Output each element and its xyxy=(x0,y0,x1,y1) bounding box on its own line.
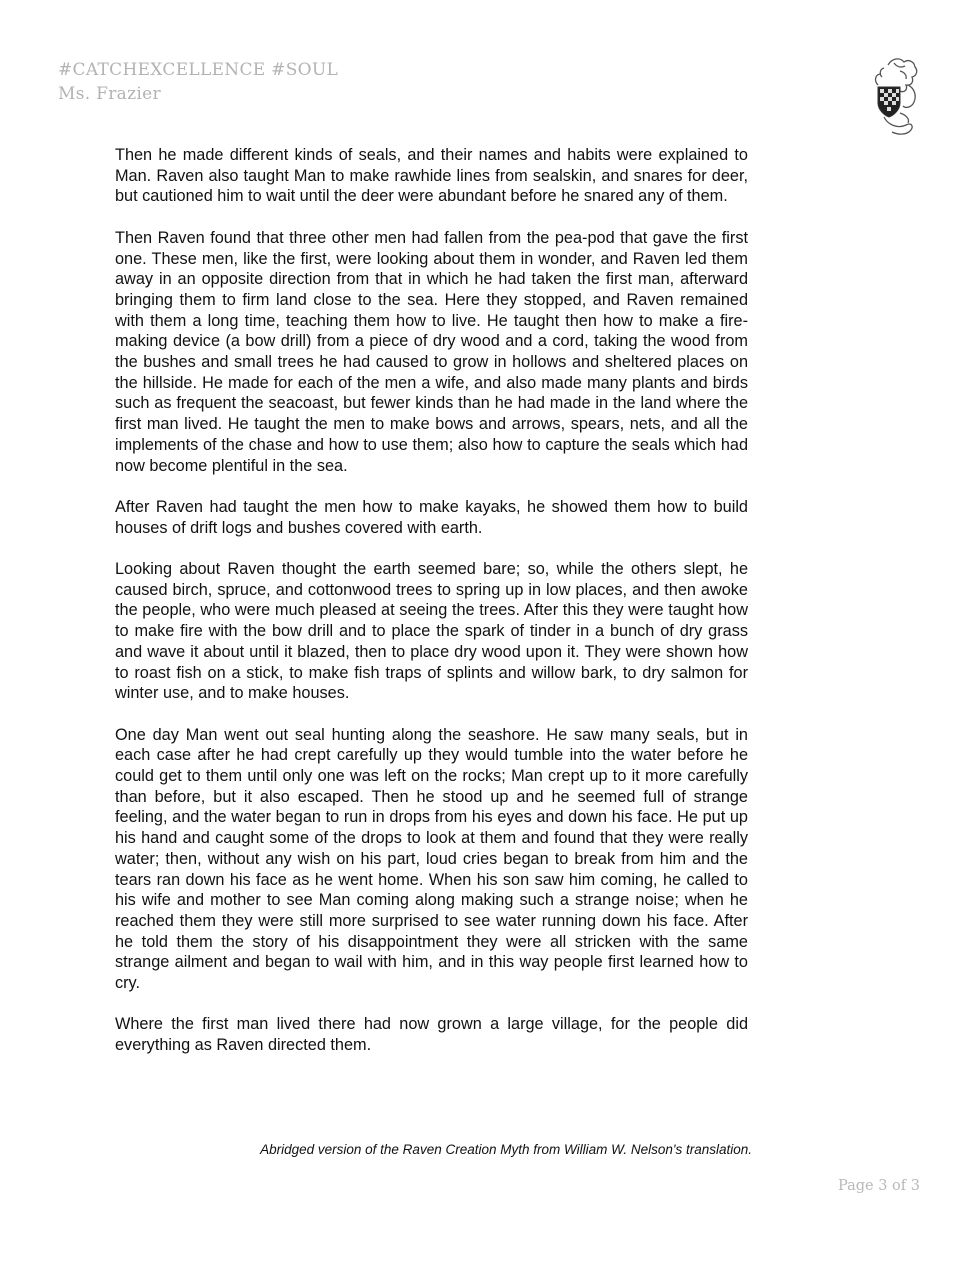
paragraph-village: Where the first man lived there had now grown a large village, for the people did everything as Raven directed them. xyxy=(115,1015,748,1055)
header-hashtags: #CATCHEXCELLENCE #SOUL xyxy=(58,60,339,80)
heraldic-crest-icon xyxy=(870,55,924,139)
paragraph-trees: Looking about Raven thought the earth seemed bare; so, while the others slept, he caused birch, spruce, and cottonwood trees to spring up in low places, and then awoke the people, who were much pleased at seeing the trees. After this they were taught how to make fire with the bow drill and to place the spark of tinder in a bunch of dry grass and wave it about until it blazed, then to place dry wood upon it. They were shown how to roast fish on a stick, to make fish traps of splints and willow bark, to dry salmon for winter use, and to make houses. xyxy=(115,560,748,703)
paragraph-three-men: Then Raven found that three other men had fallen from the pea-pod that gave the first one. These men, like the first, were looking about them in wonder, and Raven led them away in an opposite direction from that in which he had taken the first man, afterward bringing them to firm land close to the sea. Here they stopped, and Raven remained with them a long time, teaching them how to live. He taught then how to make a fire-making device (a bow drill) from a piece of dry wood and a cord, taking the wood from the bushes and small trees he had caused to grow in hollows and sheltered places on the hillside. He made for each of the men a wife, and also made many plants and birds such as frequent the seacoast, but fewer kinds than he had made in the land where the first man lived. He taught the men to make bows and arrows, spears, nets, and all the implements of the chase and how to use them; also how to capture the seals which had now become plentiful in the sea. xyxy=(115,228,748,475)
header-teacher-name: Ms. Frazier xyxy=(58,84,161,104)
page-header xyxy=(58,58,338,106)
story-body xyxy=(115,145,748,1077)
paragraph-seals: Then he made different kinds of seals, and their names and habits were explained to Man. Raven also taught Man to make rawhide lines from sealskin, and snares for deer, but cautioned him to wait until the deer were abundant before he snared any of them. xyxy=(115,146,748,206)
paragraph-kayaks: After Raven had taught the men how to make kayaks, he showed them how to build houses of drift logs and bushes covered with earth. xyxy=(115,497,748,537)
page-number: Page 3 of 3 xyxy=(838,1178,920,1194)
source-attribution: Abridged version of the Raven Creation Myth from William W. Nelson's translation. xyxy=(260,1142,752,1157)
paragraph-seal-hunting: One day Man went out seal hunting along the seashore. He saw many seals, but in each case after he had crept carefully up they would tumble into the water before he could get to them until only one was left on the rocks; Man crept up to it more carefully than before, but it also escaped. Then he stood up and he seemed full of strange feeling, and the water began to run in drops from his eyes and down his face. He put up his hand and caught some of the drops to look at them and found that they were really water; then, without any wish on his part, loud cries began to break from him and the tears ran down his face as he went home. When his son saw him coming, he called to his wife and mother to see Man coming along making such a strange noise; when he reached them they were still more surprised to see water running down his face. After he told them the story of his disappointment they were all stricken with the same strange ailment and began to wail with him, and in this way people first learned how to cry. xyxy=(115,725,748,993)
